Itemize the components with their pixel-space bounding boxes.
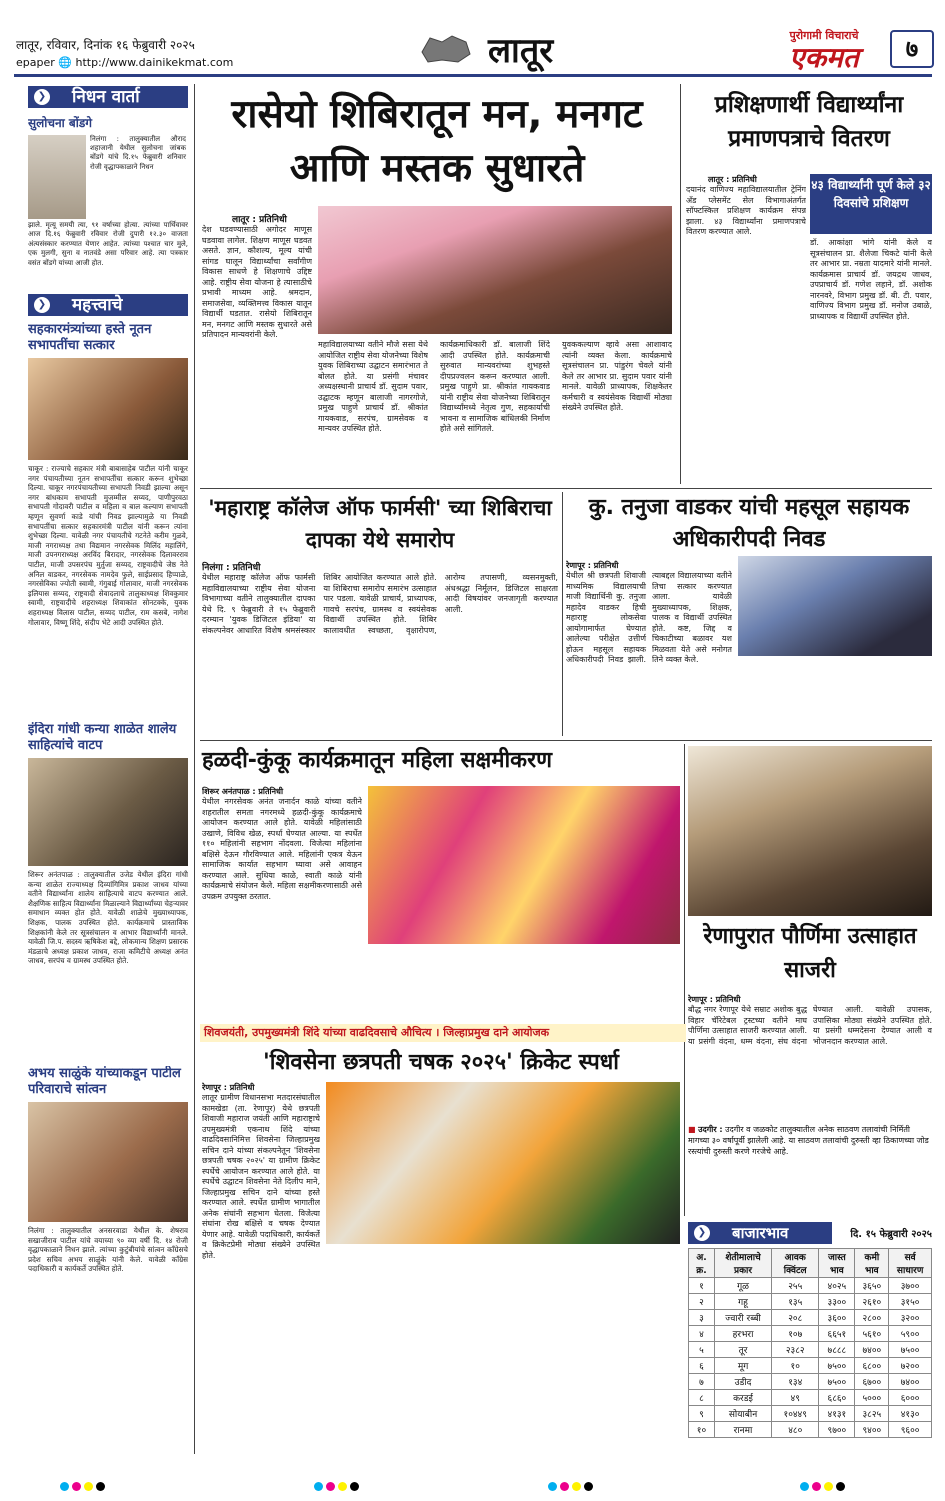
register-dots-mid-2 xyxy=(548,1476,596,1495)
rasyo-text-4: युवककल्याण व्हावे असा आशावाद त्यांनी व्यक्त केला. कार्यक्रमाचे सूत्रसंचालन प्रा. पांडुरंग चेवले यांनी केले तर आभार प्रा. सुदाम पवार यांनी मानले. यावेळी प्राध्यापक, शिक्षकेतर कर्मचारी व स्वयंसेवक विद्यार्थी मोठ्या संख्येने उपस्थित होते. xyxy=(562,340,672,412)
table-cell: ७५०० xyxy=(819,1374,855,1390)
udgir-text: उदगीर व जळकोट तालुक्यातील अनेक साठवण तलावांची निर्मिती मागच्या ३० वर्षापूर्वी झालेली आहे. या साठवण तलावांची दुरुस्ती व्हा ठिकाणच्या जोड रस्त्यांची दुरुस्ती करणे गरजेचे आहे. xyxy=(688,1125,929,1156)
table-cell: ५६१० xyxy=(855,1326,889,1342)
paper-logo xyxy=(770,28,878,73)
table-cell: ३ xyxy=(689,1310,715,1326)
table-cell: ७५०० xyxy=(819,1358,855,1374)
table-cell: ९४०० xyxy=(855,1422,889,1438)
table-cell: हरभरा xyxy=(714,1326,771,1342)
website-url[interactable]: http://www.dainikekmat.com xyxy=(75,56,234,69)
table-cell: २३८२ xyxy=(772,1342,819,1358)
rasyo-text-1: देश घडवण्यासाठी अगोदर माणूस घडवावा लागेल. शिक्षण माणूस घडवत असते. ज्ञान, कौशल्य, मूल्य यांची सांगड घालून विद्यार्थ्यांचा सर्वांगीण विकास साधणे हे शिक्षणाचे उद्दिष्ट आहे. राष्ट्रीय सेवा योजना हे त्यासाठीचे प्रभावी माध्यम आहे. श्रमदान, समाजसेवा, व्यक्तिमत्त्व विकास यातून विद्यार्थी घडतात. रासेयो शिबिरातून मन, मनगट आणि मस्तक सुधारते असे प्रतिपादन मान्यवरांनी केले. xyxy=(202,225,312,339)
table-cell: गहू xyxy=(714,1294,771,1310)
table-cell: ६७०० xyxy=(855,1374,889,1390)
purnima-body xyxy=(688,994,932,1120)
table-cell: ९ xyxy=(689,1406,715,1422)
table-cell: करडई xyxy=(714,1390,771,1406)
udgir-label: उदगीर : xyxy=(698,1125,723,1134)
pin-icon: ■ xyxy=(688,1125,696,1134)
shivsena-kicker: शिवजयंती, उपमुख्यमंत्री शिंदे यांच्या वाढदिवसाचे औचित्य । जिल्हाप्रमुख दाने आयोजक xyxy=(200,1024,686,1042)
felicitation-photo xyxy=(28,358,188,460)
haldi-body xyxy=(202,786,362,1018)
table-row xyxy=(689,1390,932,1406)
table-cell: ६८६० xyxy=(819,1390,855,1406)
table-cell: गूळ xyxy=(714,1278,771,1294)
table-cell: २८०० xyxy=(855,1310,889,1326)
table-cell: ४८० xyxy=(772,1422,819,1438)
table-cell: रानमा xyxy=(714,1422,771,1438)
chevron-down-icon: ❯ xyxy=(694,1225,710,1241)
table-cell: १० xyxy=(772,1358,819,1374)
paper-name: एकमत xyxy=(770,43,878,73)
market-col-header: जास्त भाव xyxy=(819,1249,855,1278)
market-title-tag: ❯ बाजारभाव xyxy=(688,1222,832,1244)
abhay-box xyxy=(28,1066,188,1450)
indira-headline: इंदिरा गांधी कन्या शाळेत शालेय साहित्यांचे वाटप xyxy=(28,722,177,753)
map-emblem-icon xyxy=(418,32,474,66)
pharmacy-byline: निलंगा : प्रतिनिधी xyxy=(202,563,261,573)
table-cell: १३५ xyxy=(772,1294,819,1310)
certificates-col-2 xyxy=(810,238,932,484)
table-cell: ३२०० xyxy=(889,1310,932,1326)
table-cell: ५००० xyxy=(855,1390,889,1406)
obit-text-2: झाले. मृत्यू समयी त्या, ९१ वर्षाच्या होत्या. त्यांच्या पार्थिवावर आज दि.१६ फेब्रुवारी रविवार रोजी दुपारी १२.३० वाजता अंत्यसंस्कार करण्यात येणार आहेत. त्यांच्या पश्चात चार मुले, एक मुलगी, सुना व नातवंडे असा परिवार आहे. त्या पत्रकार वसंत बोंडगे यांच्या आजी होत. xyxy=(28,221,188,267)
register-dots-right xyxy=(800,1476,848,1495)
felicitation-headline: सहकारमंत्र्यांच्या हस्ते नूतन सभापतींचा सत्कार xyxy=(28,322,152,353)
table-cell: ९७०० xyxy=(819,1422,855,1438)
obit-photo xyxy=(28,135,86,219)
register-dots-left xyxy=(60,1476,108,1495)
divider-rasyo-right xyxy=(680,84,681,484)
table-row xyxy=(689,1310,932,1326)
epaper-label: epaper xyxy=(16,56,55,69)
market-col-header: आवक क्विंटल xyxy=(772,1249,819,1278)
table-cell: ज्वारी रब्बी xyxy=(714,1310,771,1326)
table-cell: ४९ xyxy=(772,1390,819,1406)
table-cell: २०८ xyxy=(772,1310,819,1326)
table-cell: ३६५० xyxy=(855,1278,889,1294)
table-cell: १०७ xyxy=(772,1326,819,1342)
table-cell: ७४०० xyxy=(855,1342,889,1358)
table-cell: ५ xyxy=(689,1342,715,1358)
shivsena-byline: रेणापूर : प्रतिनिधी xyxy=(202,1083,255,1092)
table-cell: ७२०० xyxy=(889,1358,932,1374)
table-row xyxy=(689,1422,932,1438)
table-cell: ३३०० xyxy=(819,1294,855,1310)
rasyo-photo xyxy=(318,206,672,334)
abhay-photo xyxy=(28,1102,188,1222)
rasyo-col-2 xyxy=(318,340,428,482)
market-col-header: अ. क्र. xyxy=(689,1249,715,1278)
table-row xyxy=(689,1374,932,1390)
purnima-text: बौद्ध नगर रेणापूर येथे सम्राट अशोक बुद्ध विहार चॅरिटेबल ट्रस्टच्या वतीने माघ पौर्णिमा उत्साहात साजरी करण्यात आली. या प्रसंगी वंदना, धम्म वंदना, संघ वंदना घेण्यात आली. यावेळी उपासक, उपासिका मोठ्या संख्येने उपस्थित होते. या प्रसंगी धम्मदेसना देण्यात आली व भोजनदान करण्यात आले. xyxy=(688,1005,932,1046)
table-cell: ३१५० xyxy=(889,1294,932,1310)
certificates-subhead: ४३ विद्यार्थ्यांनी पूर्ण केले ३२ दिवसांचे प्रशिक्षण xyxy=(810,174,932,234)
market-col-header: शेतीमालाचे प्रकार xyxy=(714,1249,771,1278)
market-table xyxy=(688,1248,932,1438)
table-cell: ७८८८ xyxy=(819,1342,855,1358)
indira-photo xyxy=(28,758,188,866)
table-cell: ४ xyxy=(689,1326,715,1342)
register-dots-mid-1 xyxy=(314,1476,362,1495)
certificates-text-b: डॉ. आकांक्षा भांगे यांनी केले व सूत्रसंचालन प्रा. शैलेजा चिकटे यांनी केले तर आभार प्रा. नम्रता यादमारे यांनी मानले. कार्यक्रमास प्राचार्य डॉ. जयद्रथ जाधव, उपप्राचार्य डॉ. गणेश लहाने, डॉ. अशोक नारनवरे, विभाग प्रमुख डॉ. बी. टी. पवार, वाणिज्य विभाग प्रमुख डॉ. मनोज उबाळे, प्राध्यापक व विद्यार्थी उपस्थित होते. xyxy=(810,238,932,321)
market-col-header: सर्व साधारण xyxy=(889,1249,932,1278)
abhay-text: निलंगा : तालुक्यातील अनसरवाडा येथील के. शेषराव सखाजीराव पाटील यांचे वयाच्या ९० व्या वर्षी दि. १४ रोजी वृद्धापकाळाने निधन झाले. त्यांच्या कुटुंबीयांचे सांत्वन काँग्रेसचे प्रदेश सचिव अभय साळुंके यांनी केले. यावेळी काँग्रेस पदाधिकारी व कार्यकर्ते उपस्थित होते. xyxy=(28,1226,188,1274)
masthead-rule xyxy=(14,74,932,77)
table-cell: ४१३१ xyxy=(819,1406,855,1422)
table-cell: ८ xyxy=(689,1390,715,1406)
section-title: लातूर xyxy=(488,31,554,71)
certificates-byline: लातूर : प्रतिनिधी xyxy=(708,175,757,184)
haldi-text: येथील नगरसेवक अनंत जनार्दन काळे यांच्या वतीने शहरातील समता नगरमध्ये हळदी-कुंकू कार्यक्रमाचे आयोजन करण्यात आले होते. यावेळी महिलांसाठी उखाणे, विविध खेळ, स्पर्धा घेण्यात आल्या. या स्पर्धेत ११० महिलांनी सहभाग नोंदवला. विजेत्या महिलांना बक्षिसे देऊन गौरविण्यात आले. महिलांनी एकत्र येऊन सामाजिक कार्यात सहभाग घ्यावा असे आवाहन करण्यात आले. सुधिया काळे, स्वाती काळे यांनी कार्यक्रमाचे संयोजन केले. महिला सक्षमीकरणासाठी असे उपक्रम उपयुक्त ठरतात. xyxy=(202,797,362,901)
pharmacy-text: येथील महाराष्ट्र कॉलेज ऑफ फार्मसी महाविद्यालयाच्या राष्ट्रीय सेवा योजना विभागाच्या वतीने तालुक्यातील दापका येथे दि. ९ फेब्रुवारी ते १५ फेब्रुवारी दरम्यान 'युवक डिजिटल इंडिया' या संकल्पनेवर आधारित विशेष श्रमसंस्कार शिबिर आयोजित करण्यात आले होते. या शिबिराचा समारोप समारंभ उत्साहात पार पडला. यावेळी प्राचार्य, प्राध्यापक, गावचे सरपंच, ग्रामस्थ व स्वयंसेवक विद्यार्थी उपस्थित होते. शिबिर कालावधीत स्वच्छता, वृक्षारोपण, आरोग्य तपासणी, व्यसनमुक्ती, अंधश्रद्धा निर्मूलन, डिजिटल साक्षरता आदी विषयांवर जनजागृती करण्यात आली. xyxy=(202,573,558,635)
table-cell: ४१३० xyxy=(889,1406,932,1422)
tanuja-text: येथील श्री छत्रपती शिवाजी माध्यमिक विद्यालयाची माजी विद्यार्थिनी कु. तनुजा महादेव वाडकर हिची महाराष्ट्र लोकसेवा आयोगामार्फत घेण्यात आलेल्या परीक्षेत उत्तीर्ण होऊन महसूल सहायक अधिकारीपदी निवड झाली. त्याबद्दल विद्यालयाच्या वतीने तिचा सत्कार करण्यात आला. यावेळी मुख्याध्यापक, शिक्षक, पालक व विद्यार्थी उपस्थित होते. कष्ट, जिद्द व चिकाटीच्या बळावर यश मिळवता येते असे मनोगत तिने व्यक्त केले. xyxy=(566,571,732,664)
page-number: ७ xyxy=(890,30,934,68)
table-cell: उडीद xyxy=(714,1374,771,1390)
table-cell: सोयाबीन xyxy=(714,1406,771,1422)
tanuja-photo xyxy=(738,556,932,656)
felicitation-box xyxy=(28,294,188,714)
market-date: दि. १५ फेब्रुवारी २०२५ xyxy=(850,1229,932,1240)
rasyo-headline: रासेयो शिबिरातून मन, मनगट आणि मस्तक सुधारते xyxy=(231,92,643,191)
rasyo-byline: लातूर : प्रतिनिधी xyxy=(232,215,287,225)
table-cell: ६००० xyxy=(889,1390,932,1406)
table-cell: ६६५१ xyxy=(819,1326,855,1342)
tanuja-byline: रेणापूर : प्रतिनिधी xyxy=(566,561,619,570)
haldi-byline: शिरूर अनंतपाळ : प्रतिनिधी xyxy=(202,787,284,796)
table-cell: २५५ xyxy=(772,1278,819,1294)
table-cell: ५९०० xyxy=(889,1326,932,1342)
shivsena-text: लातूर ग्रामीण विधानसभा मतदारसंघातील कामखेडा (ता. रेणापूर) येथे छत्रपती शिवाजी महाराज जयंती आणि महाराष्ट्राचे उपमुख्यमंत्री एकनाथ शिंदे यांच्या वाढदिवसानिमित्त शिवसेना जिल्हाप्रमुख सचिन दाने यांच्या संकल्पनेतून 'शिवसेना छत्रपती चषक २०२५' या ग्रामीण क्रिकेट स्पर्धेचे आयोजन करण्यात आले होते. या स्पर्धेचे उद्घाटन शिवसेना नेते दिलीप माने, जिल्हाप्रमुख सचिन दाने यांच्या हस्ते करण्यात आले. स्पर्धेत ग्रामीण भागातील अनेक संघांनी सहभाग घेतला. विजेत्या संघांना रोख बक्षिसे व चषक देण्यात येणार आहे. यावेळी पदाधिकारी, कार्यकर्ते व क्रिकेटप्रेमी मोठ्या संख्येने उपस्थित होते. xyxy=(202,1093,320,1260)
table-cell: ३८२५ xyxy=(855,1406,889,1422)
certificates-headline: प्रशिक्षणार्थी विद्यार्थ्यांना प्रमाणपत्राचे वितरण xyxy=(714,92,904,152)
table-cell: ६ xyxy=(689,1358,715,1374)
certificates-col-1 xyxy=(686,174,806,484)
divider-row-3 xyxy=(200,740,932,741)
divider-haldi-right xyxy=(684,744,685,1216)
table-cell: १ xyxy=(689,1278,715,1294)
paper-tagline: पुरोगामी विचाराचे xyxy=(789,29,859,42)
obituary-box xyxy=(28,86,188,282)
table-row xyxy=(689,1294,932,1310)
felicitation-text: चाकूर : राज्याचे सहकार मंत्री बाबासाहेब पाटील यांनी चाकूर नगर पंचायतीच्या नूतन सभापतींचा सत्कार करून शुभेच्छा दिल्या. चाकूर नगरपंचायतीच्या सभापती निवडी झाल्या असून नगर बांधकाम सभापती मुजम्मील सय्यद, पाणीपुरवठा सभापती गोदावरी पाटील व महिला व बाल कल्याण सभापती म्हणून सुवर्णा काडे यांची निवड झाल्यामुळे या निवडी सभापतींचा सत्कार सहकारमंत्री पाटील यांनी करून त्यांना शुभेच्छा दिल्या. यावेळी नगर पंचायतीचे गटनेते करीम गुळवे, माजी नगराध्यक्ष तथा विद्यमान नगरसेवक मिलिंद महालिंगे, माजी उपनगराध्यक्ष अरविंद बिरादार, नगरसेवक दिलावरराव पाटील, माजी उपसरपंच मुर्तुजा सय्यद, राष्ट्रवादीचे जेष्ठ नेते अनिल वाडकर, नगरसेवक नामदेव फुले, साईप्रसाद हिप्पाळे, नगरसेविका ज्योती स्वामी, गंगुबाई गोलावार, माजी नगरसेवक इलियास सय्यद, राष्ट्रवादी सेवादलाचे तालुकाध्यक्ष शिवकुमार स्वामी, राष्ट्रवादीचे शहराध्यक्ष शिवाकांत सोनटक्के, युवक शहराध्यक्ष विलास पाटील, सय्यद पाटील, राम कसबे, नागेश गोलावार, विष्णू शिंदे, संदीप भेटे आदी उपस्थित होते. xyxy=(28,464,188,627)
chevron-down-icon: ❯ xyxy=(34,297,50,313)
shivsena-body xyxy=(202,1082,320,1454)
purnima-headline: रेणापुरात पौर्णिमा उत्साहात साजरी xyxy=(703,924,917,983)
table-cell: ३७०० xyxy=(889,1278,932,1294)
table-cell: ७५०० xyxy=(889,1342,932,1358)
market-col-header: कमी भाव xyxy=(855,1249,889,1278)
tanuja-headline: कु. तनुजा वाडकर यांची महसूल सहायक अधिकारीपदी निवड xyxy=(588,495,910,552)
certificates-text-a: दयानंद वाणिज्य महाविद्यालयातील ट्रेनिंग अँड प्लेसमेंट सेल विभागाअंतर्गत सॉफ्टस्किल प्रशिक्षण कार्यक्रम संपन्न झाला. ४३ विद्यार्थ्यांना प्रमाणपत्राचे वितरण करण्यात आले. xyxy=(686,185,806,236)
table-cell: १३४ xyxy=(772,1374,819,1390)
tanuja-body xyxy=(566,560,732,736)
abhay-headline: अभय साळुंके यांच्याकडून पाटील परिवाराचे सांत्वन xyxy=(28,1066,181,1097)
table-cell: ६८०० xyxy=(855,1358,889,1374)
obit-name: सुलोचना बोंडगे xyxy=(28,116,93,130)
table-cell: २ xyxy=(689,1294,715,1310)
table-row xyxy=(689,1326,932,1342)
rasyo-col-1 xyxy=(202,206,312,482)
rasyo-text-3: कार्यक्रमाधिकारी डॉ. बालाजी शिंदे आदी उपस्थित होते. कार्यक्रमाची सुरुवात मान्यवरांच्या शुभहस्ते दीपप्रज्वलन करून करण्यात आली. प्रमुख पाहुणे प्रा. श्रीकांत गायकवाड यांनी राष्ट्रीय सेवा योजनेच्या शिबिरातून विद्यार्थ्यांमध्ये नेतृत्व गुण, सहकार्याची भावना व सामाजिक बांधिलकी निर्माण होते असे सांगितले. xyxy=(440,340,550,433)
purnima-byline: रेणापूर : प्रतिनिधी xyxy=(688,995,741,1004)
pharmacy-headline: 'महाराष्ट्र कॉलेज ऑफ फार्मसी' च्या शिबिराचा दापका येथे समारोप xyxy=(208,496,552,552)
udgir-box xyxy=(688,1124,932,1220)
market-box xyxy=(688,1222,932,1456)
shivsena-headline: 'शिवसेना छत्रपती चषक २०२५' क्रिकेट स्पर्धा xyxy=(263,1050,619,1075)
epaper-line xyxy=(16,56,233,69)
dateline: लातूर, रविवार, दिनांक १६ फेब्रुवारी २०२५ xyxy=(16,38,195,52)
obit-text-1: निलंगा : तालुक्यातील औराद शहाजानी येथील सुलोचना जांबक बोंडगे यांचे दि.१५ फेब्रुवारी शनिवार रोजी वृद्धापकाळाने निधन xyxy=(90,135,186,171)
pharmacy-body xyxy=(202,560,558,736)
table-cell: मूग xyxy=(714,1358,771,1374)
table-row xyxy=(689,1342,932,1358)
table-cell: २६१० xyxy=(855,1294,889,1310)
table-cell: ७४०० xyxy=(889,1374,932,1390)
globe-icon: 🌐 xyxy=(58,56,72,69)
table-cell: तूर xyxy=(714,1342,771,1358)
rasyo-col-4 xyxy=(562,340,672,482)
table-cell: १० xyxy=(689,1422,715,1438)
table-cell: ३६०० xyxy=(819,1310,855,1326)
haldi-photo xyxy=(368,786,680,944)
divider-pharmacy xyxy=(562,492,563,736)
indira-box xyxy=(28,722,188,1060)
table-cell: ४०२५ xyxy=(819,1278,855,1294)
rasyo-text-2: महाविद्यालयाच्या वतीने मौजे ससा येथे आयोजित राष्ट्रीय सेवा योजनेच्या विशेष युवक शिबिराच्या उद्घाटन समारंभात ते बोलत होते. या प्रसंगी मंचावर अध्यक्षस्थानी प्राचार्य डॉ. सुदाम पवार, उद्घाटक म्हणून बालाजी नागरगोजे, प्रमुख पाहुणे प्राचार्य डॉ. श्रीकांत गायकवाड, सरपंच, ग्रामसेवक व मान्यवर उपस्थित होते. xyxy=(318,340,428,433)
indira-text: शिरूर अनंतपाळ : तालुक्यातील उजेड येथील इंदिरा गांधी कन्या शाळेत राज्याध्यक्ष दिव्यांगिमित्र प्रकाश जाधव यांच्या वतीने विद्यार्थ्यांना शालेय साहित्याचे वाटप करण्यात आले. शैक्षणिक साहित्य विद्यार्थ्यांना मिळाल्याने विद्यार्थ्यांच्या चेहऱ्यावर समाधान व्यक्त होत होते. यावेळी शाळेचे मुख्याध्यापक, शिक्षक, पालक उपस्थित होते. कार्यक्रमाचे प्रास्ताविक शिक्षकांनी केले तर सूत्रसंचालन व आभार विद्यार्थ्यांनी मानले. यावेळी जि.प. सदस्य ऋषिकेश बद्दे, लोकमान्य शिक्षण प्रसारक मंडळाचे अध्यक्ष प्रकाश जाधव, राजा कमिटीचे अध्यक्ष अनंत जाधव, सरपंच व ग्रामस्थ उपस्थित होते. xyxy=(28,870,188,966)
chevron-down-icon: ❯ xyxy=(34,89,50,105)
table-cell: ७ xyxy=(689,1374,715,1390)
table-row xyxy=(689,1406,932,1422)
left-column-divider xyxy=(194,84,195,1454)
divider-row-2 xyxy=(200,488,932,489)
table-row xyxy=(689,1358,932,1374)
table-cell: १०४४९ xyxy=(772,1406,819,1422)
important-section-tag: ❯ महत्त्वाचे xyxy=(28,294,188,316)
rasyo-col-3 xyxy=(440,340,550,482)
shivsena-photo xyxy=(326,1082,680,1244)
table-cell: ९६०० xyxy=(889,1422,932,1438)
table-row xyxy=(689,1278,932,1294)
obit-section-tag: ❯ निधन वार्ता xyxy=(28,86,188,108)
purnima-photo xyxy=(688,746,932,916)
haldi-headline: हळदी-कुंकू कार्यक्रमातून महिला सक्षमीकरण xyxy=(202,748,552,773)
